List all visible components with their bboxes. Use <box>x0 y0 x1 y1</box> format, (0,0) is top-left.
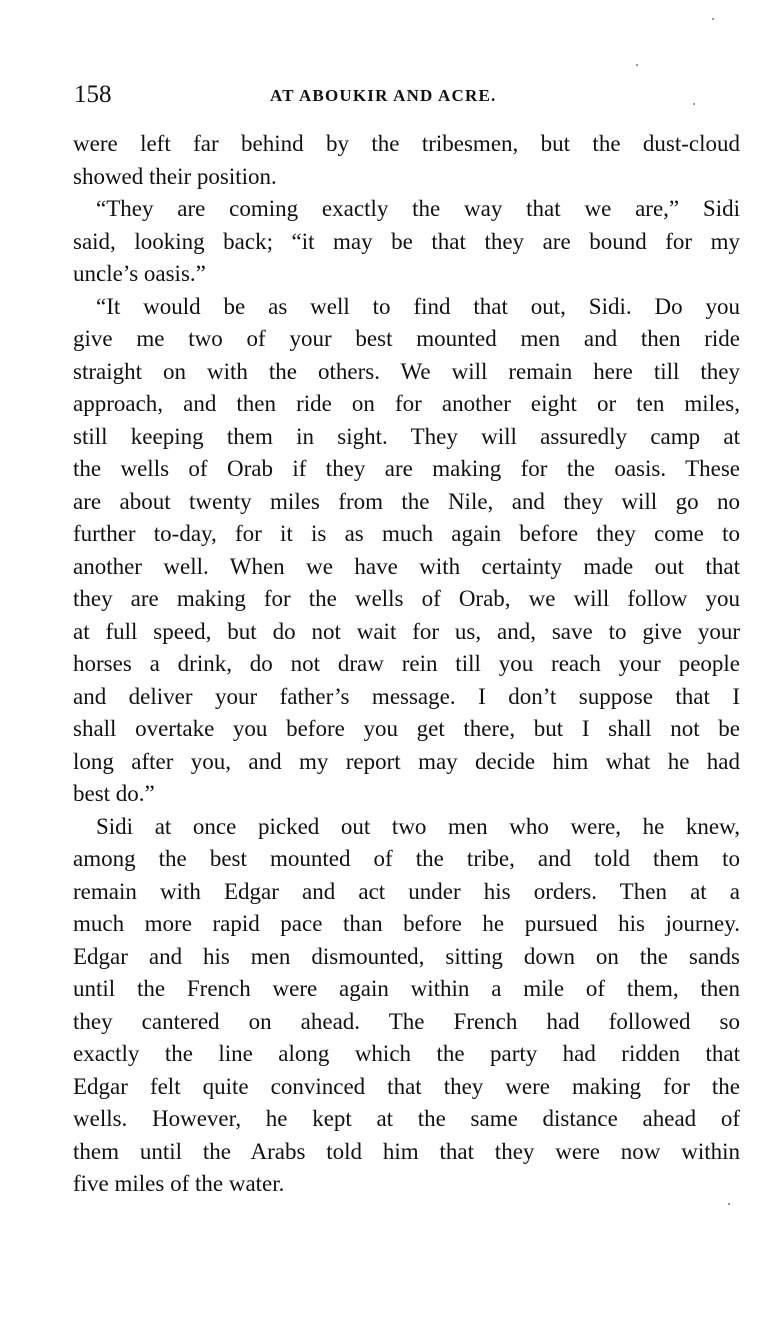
text-line: exactly the line along which the party had ridden that <box>73 1041 740 1066</box>
text-line: among the best mounted of the tribe, and told them to <box>73 846 740 871</box>
text-line: much more rapid pace than before he pursued his journey. <box>73 911 740 936</box>
text-line: them until the Arabs told him that they were now within <box>73 1138 740 1164</box>
text-line: at full speed, but do not wait for us, and, save to give your <box>73 618 740 644</box>
page-header <box>74 80 740 110</box>
text-line: shall overtake you before you get there, but I shall not be <box>73 716 740 741</box>
text-line: Edgar felt quite convinced that they were making for the <box>73 1073 740 1099</box>
text-line: best do.” <box>73 781 155 806</box>
text-line: “They are coming exactly the way that we are,” Sidi <box>96 196 740 221</box>
text-line: long after you, and my report may decide him what he had <box>73 748 740 774</box>
text-line: they cantered on ahead. The French had followed so <box>73 1008 740 1034</box>
text-line: remain with Edgar and act under his orders. Then at a <box>73 878 740 904</box>
text-line: approach, and then ride on for another eight or ten miles, <box>73 391 740 416</box>
text-line: showed their position. <box>73 163 277 189</box>
running-head: AT ABOUKIR AND ACRE. <box>270 86 497 105</box>
text-line: and deliver your father’s message. I don’t suppose that I <box>73 683 740 709</box>
text-line: are about twenty miles from the Nile, and they will go no <box>73 488 740 514</box>
text-line: were left far behind by the tribesmen, but the dust-cloud <box>73 131 740 156</box>
text-line: another well. When we have with certainty made out that <box>73 553 740 579</box>
text-line: said, looking back; “it may be that they are bound for my <box>73 228 740 254</box>
print-speck <box>728 1203 730 1205</box>
text-line: further to-day, for it is as much again before they come to <box>73 521 740 546</box>
body-text <box>73 128 740 1201</box>
text-line: Sidi at once picked out two men who were, he knew, <box>96 813 740 839</box>
print-speck <box>693 103 695 105</box>
text-line: uncle’s oasis.” <box>73 261 206 286</box>
text-line: wells. However, he kept at the same distance ahead of <box>73 1106 740 1131</box>
print-speck <box>712 18 714 20</box>
print-speck <box>636 64 638 66</box>
text-line: horses a drink, do not draw rein till you reach your people <box>73 651 740 676</box>
text-line: the wells of Orab if they are making for the oasis. These <box>73 456 740 481</box>
text-line: straight on with the others. We will remain here till they <box>73 358 740 384</box>
text-line: until the French were again within a mile of them, then <box>73 976 740 1001</box>
text-line: “It would be as well to find that out, Sidi. Do you <box>96 293 740 319</box>
text-line: give me two of your best mounted men and then ride <box>73 326 740 351</box>
text-line: still keeping them in sight. They will assuredly camp at <box>73 423 740 449</box>
text-line: five miles of the water. <box>73 1171 285 1196</box>
text-line: Edgar and his men dismounted, sitting down on the sands <box>73 943 740 969</box>
text-line: they are making for the wells of Orab, we will follow you <box>73 586 740 611</box>
page-number: 158 <box>74 81 112 108</box>
